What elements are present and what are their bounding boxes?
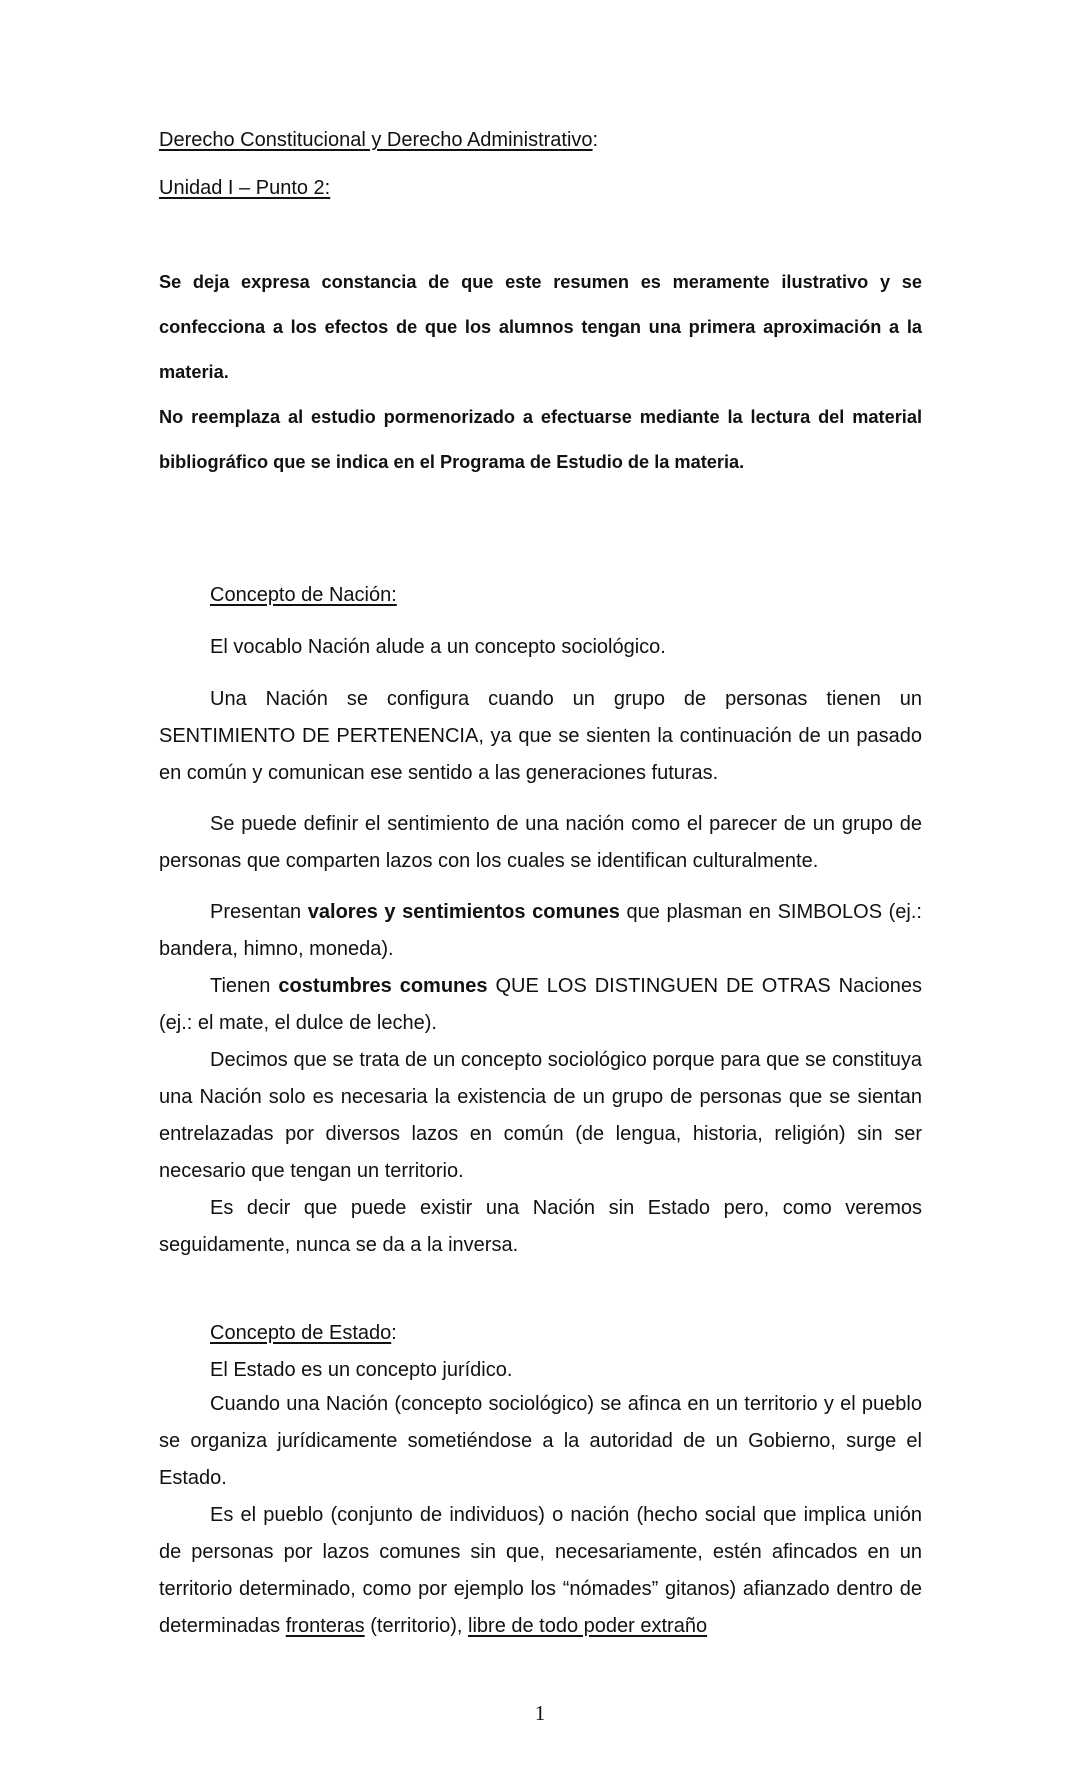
document-header [159,128,922,200]
unit-title-text: Unidad I – Punto 2: [159,177,331,199]
nacion-paragraph-2: Se puede definir el sentimiento de una nación como el parecer de un grupo de personas que comparten lazos con los cuales se identifican culturalmente. [159,813,922,872]
nacion-p4-post: QUE LOS DISTINGUEN DE OTRAS Naciones (ej.: el mate, el dulce de leche). [159,975,923,1034]
nacion-p3-pre: Presentan [210,901,308,923]
nacion-heading-text: Concepto de Nación: [210,584,397,606]
estado-heading [210,1321,922,1345]
unit-title [159,176,922,200]
estado-paragraph-1: Cuando una Nación (concepto sociológico) se afinca en un territorio y el pueblo se organiza jurídicamente sometiéndose a la autoridad de un Gobierno, surge el Estado. [159,1393,922,1489]
course-title-text: Derecho Constitucional y Derecho Administrativo [159,129,593,151]
nacion-section [159,583,922,1264]
disclaimer-paragraph-1: Se deja expresa constancia de que este resumen es meramente ilustrativo y se confecciona a los efectos de que los alumnos tengan una primera aproximación a la materia. [159,272,922,382]
nacion-p3-bold: valores y sentimientos comunes [307,901,620,923]
estado-p2-fronteras: fronteras [285,1615,365,1637]
disclaimer-section [159,260,922,485]
nacion-heading [210,583,922,607]
nacion-paragraph-3 [159,894,922,968]
nacion-paragraph-4 [159,968,922,1042]
nacion-intro: El vocablo Nación alude a un concepto sociológico. [210,636,666,658]
nacion-p3-post: que plasman en SIMBOLOS (ej.: bandera, himno, moneda). [159,901,922,960]
estado-p2-pre: Es el pueblo (conjunto de individuos) o nación (hecho social que implica unión de personas por lazos comunes sin que, necesariamente, estén afincados en un territorio determinado, como por ejemplo los “nómades” gitanos) afianzado dentro de determinadas [159,1504,922,1637]
nacion-paragraph-1: Una Nación se configura cuando un grupo de personas tienen un SENTIMIENTO DE PERTENENCIA, ya que se sienten la continuación de un pasado en común y comunican ese sentido a las generaciones futuras. [159,688,922,784]
nacion-p4-bold: costumbres comunes [278,975,488,997]
estado-heading-text: Concepto de Estado [210,1322,392,1344]
estado-p2-libre: libre de todo poder extraño [468,1615,708,1637]
nacion-paragraph-6: Es decir que puede existir una Nación sin Estado pero, como veremos seguidamente, nunca se da a la inversa. [159,1197,922,1256]
estado-p2-mid: (territorio), [364,1615,469,1637]
disclaimer-paragraph-2: No reemplaza al estudio pormenorizado a efectuarse mediante la lectura del material bibliográfico que se indica en el Programa de Estudio de la materia. [159,407,922,472]
course-title [159,128,922,152]
nacion-paragraph-5: Decimos que se trata de un concepto sociológico porque para que se constituya una Nación solo es necesaria la existencia de un grupo de personas que se sientan entrelazadas por diversos lazos en común (de lengua, historia, religión) sin ser necesario que tengan un territorio. [159,1049,922,1182]
estado-intro: El Estado es un concepto jurídico. [210,1359,513,1381]
estado-paragraph-2 [159,1497,922,1645]
page-number: 1 [534,1701,546,1725]
estado-section [159,1321,922,1645]
estado-heading-suffix: : [391,1322,397,1344]
nacion-p4-pre: Tienen [210,975,279,997]
course-title-suffix: : [592,129,599,151]
